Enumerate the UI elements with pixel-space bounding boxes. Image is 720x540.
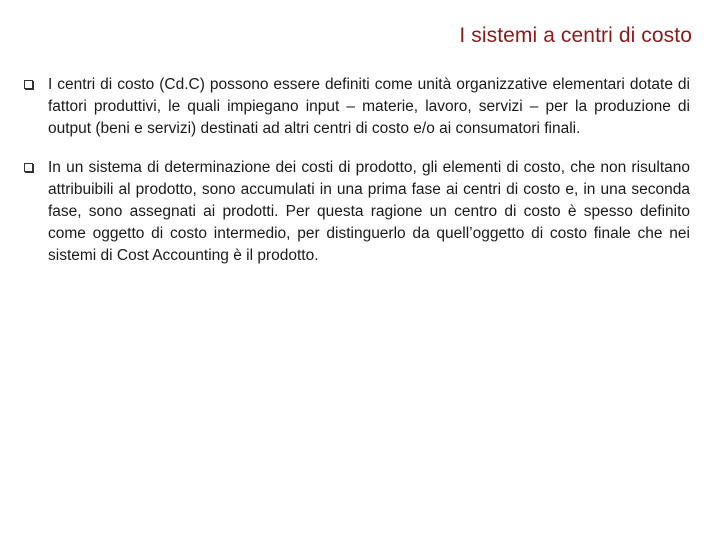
- bullet-item: [24, 157, 690, 268]
- bullet-list: [24, 74, 690, 284]
- bullet-item: [24, 74, 690, 141]
- square-bullet-icon: [24, 80, 33, 89]
- slide-title: I sistemi a centri di costo: [459, 24, 692, 47]
- bullet-text: In un sistema di determinazione dei costi di prodotto, gli elementi di costo, che non risultano attribuibili al prodotto, sono accumulati in una prima fase ai centri di costo e, in una seconda fase, sono assegnati ai prodotti. Per questa ragione un centro di costo è spesso definito come oggetto di costo intermedio, per distinguerlo da quell’oggetto di costo finale che nei sistemi di Cost Accounting è il prodotto.: [48, 158, 690, 265]
- square-bullet-icon: [24, 163, 33, 172]
- bullet-text: I centri di costo (Cd.C) possono essere definiti come unità organizzative elementari dotate di fattori produttivi, le quali impiegano input – materie, lavoro, servizi – per la produzione di output (beni e servizi) destinati ad altri centri di costo e/o ai consumatori finali.: [48, 76, 690, 138]
